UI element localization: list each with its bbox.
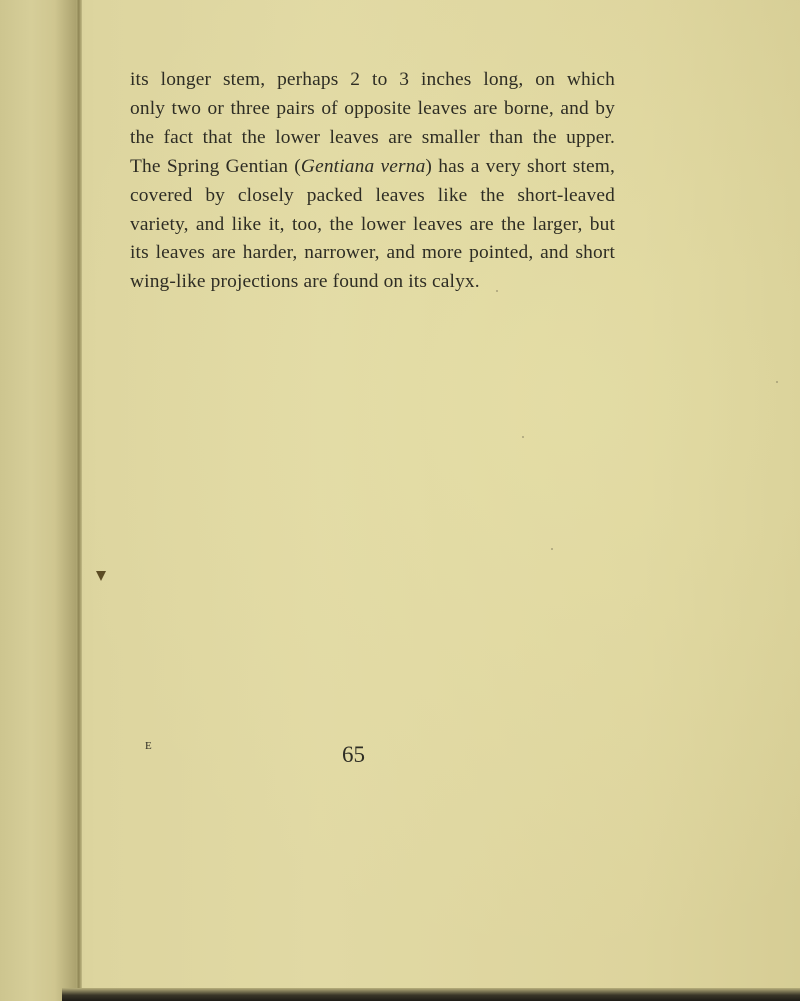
page-binding — [0, 0, 78, 1001]
text-line-1: its longer stem, perhaps 2 to 3 inches long, on which — [130, 69, 615, 90]
species-name-italic: Gentiana verna — [300, 155, 426, 177]
gutter-shadow — [76, 0, 82, 1001]
paper-speck — [551, 548, 553, 550]
paper-speck — [522, 436, 524, 438]
text-line-2: only two or three pairs of opposite leaves are borne, and by — [130, 97, 615, 119]
body-paragraph — [130, 66, 615, 297]
page-number: 65 — [342, 742, 365, 767]
page-bottom-edge — [62, 988, 800, 1001]
paper-speck — [776, 381, 778, 383]
text-line-8: wing-like projections are found on its calyx. — [130, 271, 480, 293]
text-line-3: the fact that the lower leaves are smaller than the upper. — [130, 126, 615, 148]
signature-mark: E — [145, 740, 153, 752]
text-line-6: variety, and like it, too, the lower leaves are the larger, but — [130, 213, 615, 235]
text-line-4-suffix: ) has a very short stem, — [425, 155, 615, 177]
text-line-4 — [130, 153, 615, 182]
text-line-4-prefix: The Spring Gentian ( — [130, 155, 301, 177]
text-line-5: covered by closely packed leaves like the short-leaved — [130, 184, 615, 206]
text-line-7: its leaves are harder, narrower, and more pointed, and short — [130, 242, 615, 264]
paper-speck — [496, 290, 498, 292]
margin-mark-icon — [96, 571, 106, 581]
